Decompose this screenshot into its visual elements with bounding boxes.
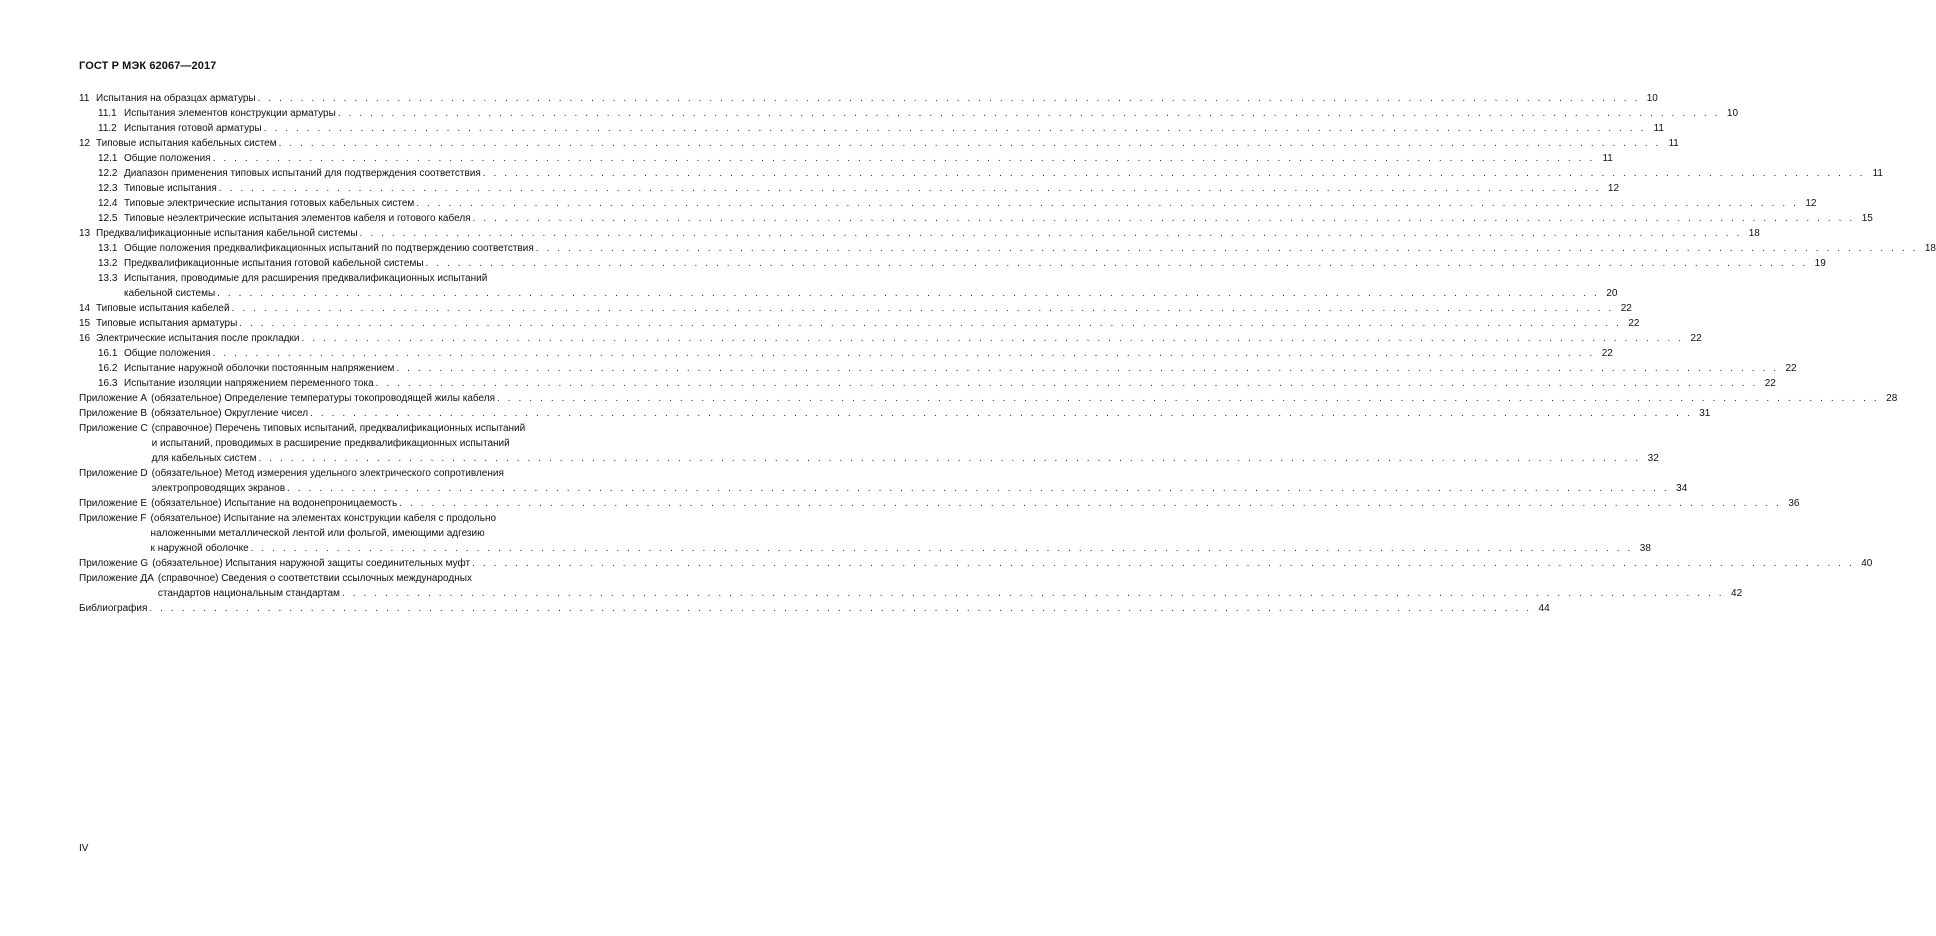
toc-entry xyxy=(79,211,1873,226)
toc-entry xyxy=(79,316,1640,331)
leader-dots xyxy=(264,121,1646,136)
toc-entry-number: 16 xyxy=(79,333,91,344)
appendix-title: электропроводящих экранов xyxy=(151,483,286,494)
toc-entry-title: Типовые испытания арматуры xyxy=(96,318,238,329)
leader-dots xyxy=(279,136,1661,151)
appendix-entry xyxy=(79,466,1688,496)
toc-entry-number: 11 xyxy=(79,93,90,104)
leader-dots xyxy=(251,541,1633,556)
toc-entry-title: Общие положения xyxy=(124,153,211,164)
toc-entry xyxy=(79,241,1936,256)
toc-entry-title: Электрические испытания после прокладки xyxy=(96,333,300,344)
toc-entry-number: 12.4 xyxy=(98,198,118,209)
appendix-body xyxy=(151,391,1897,406)
toc-entry-page: 22 xyxy=(1764,378,1776,389)
appendix-title: (обязательное) Испытание на элементах конструкции кабеля с продольно xyxy=(150,513,497,524)
toc-entry-number: 15 xyxy=(79,318,91,329)
leader-dots xyxy=(149,601,1531,616)
bibliography-entry xyxy=(79,601,1550,616)
toc-entry-page: 22 xyxy=(1628,318,1640,329)
toc-entry xyxy=(79,136,1679,151)
appendix-page: 42 xyxy=(1731,588,1743,599)
page-number: IV xyxy=(79,843,89,854)
toc-entry-title: Предквалификационные испытания готовой кабельной системы xyxy=(124,258,424,269)
leader-dots xyxy=(259,451,1641,466)
leader-dots xyxy=(536,241,1918,256)
leader-dots xyxy=(239,316,1621,331)
toc-entry xyxy=(79,361,1797,376)
toc-entry-number: 11.2 xyxy=(98,123,117,134)
appendix-line xyxy=(152,556,1872,571)
appendix-entry xyxy=(79,571,1743,601)
leader-dots xyxy=(360,226,1742,241)
toc-entry-number: 14 xyxy=(79,303,91,314)
appendix-title: (справочное) Перечень типовых испытаний, предквалификационных испытаний xyxy=(151,423,526,434)
toc-entry-number: 12 xyxy=(79,138,91,149)
toc-entry-title: Типовые неэлектрические испытания элементов кабеля и готового кабеля xyxy=(124,213,471,224)
appendix-page: 32 xyxy=(1647,453,1659,464)
toc-entry-page: 22 xyxy=(1601,348,1613,359)
appendix-entry xyxy=(79,421,1659,466)
leader-dots xyxy=(232,301,1614,316)
toc-entry-number: 11.1 xyxy=(98,108,117,119)
toc-entry-number: 13.1 xyxy=(98,243,118,254)
leader-dots xyxy=(342,586,1724,601)
appendix-line xyxy=(152,466,1688,481)
toc-entry-page: 22 xyxy=(1785,363,1797,374)
appendix-title: к наружной оболочке xyxy=(150,543,249,554)
appendix-title: для кабельных систем xyxy=(151,453,257,464)
toc-entry-page: 11 xyxy=(1668,138,1679,149)
toc-entry-page: 15 xyxy=(1861,213,1873,224)
toc-entry xyxy=(79,151,1613,166)
appendix-label: Приложение F xyxy=(79,513,147,524)
toc-entry xyxy=(79,271,1618,301)
toc-entry xyxy=(79,91,1658,106)
toc-entry-title: Типовые испытания xyxy=(124,183,217,194)
toc-entry xyxy=(79,226,1760,241)
toc-entry-title: Общие положения предквалификационных испытаний по подтверждению соответствия xyxy=(124,243,534,254)
bibliography-title: Библиография xyxy=(79,603,148,614)
appendix-body xyxy=(152,556,1872,571)
leader-dots xyxy=(497,391,1879,406)
toc-entry-page: 18 xyxy=(1748,228,1760,239)
toc-entry-page: 11 xyxy=(1602,153,1613,164)
toc-entry-title: Типовые испытания кабелей xyxy=(96,303,230,314)
appendix-line xyxy=(151,526,1651,541)
toc-entry-page: 20 xyxy=(1606,288,1618,299)
leader-dots xyxy=(217,286,1599,301)
appendix-entry xyxy=(79,511,1651,556)
appendix-entry xyxy=(79,391,1898,406)
toc-entry-page: 11 xyxy=(1872,168,1883,179)
toc-entry-title-line2: кабельной системы xyxy=(124,288,216,299)
appendix-title: наложенными металлической лентой или фольгой, имеющими адгезию xyxy=(150,528,485,539)
document-header: ГОСТ Р МЭК 62067—2017 xyxy=(79,60,217,72)
toc-entry-page: 12 xyxy=(1805,198,1817,209)
toc-entry-title: Испытание изоляции напряжением переменного тока xyxy=(124,378,374,389)
appendix-line xyxy=(151,496,1799,511)
appendix-line xyxy=(158,571,1742,586)
appendix-body xyxy=(158,571,1742,601)
toc-entry xyxy=(79,346,1613,361)
toc-entry xyxy=(79,196,1817,211)
toc-entry xyxy=(79,301,1632,316)
appendix-title: (справочное) Сведения о соответствии ссылочных международных xyxy=(157,573,472,584)
leader-dots xyxy=(376,376,1758,391)
leader-dots xyxy=(416,196,1798,211)
leader-dots xyxy=(483,166,1865,181)
appendix-title: (обязательное) Испытание на водонепроницаемость xyxy=(151,498,398,509)
leader-dots xyxy=(472,556,1854,571)
toc-entry-number: 12.2 xyxy=(98,168,118,179)
toc-entry-number: 12.1 xyxy=(98,153,118,164)
appendix-page: 40 xyxy=(1861,558,1873,569)
appendix-label: Приложение А xyxy=(79,393,148,404)
leader-dots xyxy=(301,331,1683,346)
leader-dots xyxy=(287,481,1669,496)
appendix-label: Приложение Е xyxy=(79,498,148,509)
appendix-line xyxy=(152,421,1659,436)
appendix-line xyxy=(151,391,1897,406)
appendix-title: (обязательное) Определение температуры токопроводящей жилы кабеля xyxy=(151,393,496,404)
toc-entry-page: 22 xyxy=(1690,333,1702,344)
toc-entry-title: Диапазон применения типовых испытаний для подтверждения соответствия xyxy=(124,168,481,179)
appendix-body xyxy=(151,406,1710,421)
toc-entry xyxy=(79,106,1739,121)
appendix-label: Приложение В xyxy=(79,408,148,419)
appendix-title: и испытаний, проводимых в расширение предквалификационных испытаний xyxy=(151,438,510,449)
leader-dots xyxy=(258,91,1640,106)
toc-entry xyxy=(79,181,1620,196)
toc-entry-page: 10 xyxy=(1646,93,1658,104)
appendix-title: (обязательное) Округление чисел xyxy=(151,408,309,419)
appendix-label: Приложение D xyxy=(79,468,148,479)
bibliography-page: 44 xyxy=(1538,603,1550,614)
toc-entry-body xyxy=(124,271,1617,301)
toc-entry xyxy=(79,256,1826,271)
toc-entry-title: Испытания элементов конструкции арматуры xyxy=(124,108,336,119)
appendix-entry xyxy=(79,406,1711,421)
leader-dots xyxy=(473,211,1855,226)
appendix-page: 31 xyxy=(1699,408,1711,419)
appendix-title: стандартов национальным стандартам xyxy=(157,588,340,599)
toc-entry-number: 12.5 xyxy=(98,213,118,224)
toc-entry-title: Испытания готовой арматуры xyxy=(124,123,262,134)
appendix-entry xyxy=(79,496,1800,511)
toc-entry-page: 11 xyxy=(1653,123,1664,134)
toc-entry-title: Испытания на образцах арматуры xyxy=(96,93,256,104)
appendix-body xyxy=(152,421,1659,466)
toc-entry-title: Общие положения xyxy=(124,348,211,359)
leader-dots xyxy=(310,406,1692,421)
table-of-contents xyxy=(79,91,1936,616)
appendix-body xyxy=(151,496,1799,511)
toc-entry xyxy=(79,166,1883,181)
appendix-entry xyxy=(79,556,1873,571)
toc-entry-number: 13.3 xyxy=(98,273,118,284)
leader-dots xyxy=(213,151,1595,166)
appendix-label: Приложение ДА xyxy=(79,573,154,584)
toc-entry xyxy=(79,121,1664,136)
leader-dots xyxy=(338,106,1720,121)
leader-dots xyxy=(213,346,1595,361)
toc-entry-page: 22 xyxy=(1620,303,1632,314)
leader-dots xyxy=(399,496,1781,511)
toc-entry-number: 13 xyxy=(79,228,91,239)
toc-entry-title: Испытания, проводимые для расширения предквалификационных испытаний xyxy=(124,273,488,284)
toc-entry-title: Типовые испытания кабельных систем xyxy=(96,138,277,149)
leader-dots xyxy=(219,181,1601,196)
appendix-line xyxy=(152,451,1659,466)
appendix-title: (обязательное) Метод измерения удельного электрического сопротивления xyxy=(151,468,504,479)
appendix-line xyxy=(152,436,1659,451)
toc-entry-page: 12 xyxy=(1607,183,1620,194)
appendix-label: Приложение С xyxy=(79,423,148,434)
toc-entry-title-cont xyxy=(124,286,1617,301)
toc-entry-page: 10 xyxy=(1726,108,1739,119)
appendix-body xyxy=(152,466,1688,496)
toc-entry-number: 16.2 xyxy=(98,363,118,374)
appendix-page: 38 xyxy=(1639,543,1651,554)
toc-entry-title: Испытание наружной оболочки постоянным напряжением xyxy=(124,363,395,374)
toc-entry xyxy=(79,376,1776,391)
toc-entry-title: Предквалификационные испытания кабельной системы xyxy=(96,228,358,239)
appendix-line xyxy=(152,481,1688,496)
toc-entry-number: 13.2 xyxy=(98,258,118,269)
appendix-body xyxy=(151,511,1651,556)
toc-entry xyxy=(79,331,1702,346)
leader-dots xyxy=(426,256,1808,271)
appendix-line xyxy=(151,406,1710,421)
toc-entry-number: 12.3 xyxy=(98,183,118,194)
toc-entry-number: 16.1 xyxy=(98,348,118,359)
appendix-label: Приложение G xyxy=(79,558,149,569)
appendix-line xyxy=(158,586,1742,601)
appendix-title: (обязательное) Испытания наружной защиты соединительных муфт xyxy=(152,558,471,569)
leader-dots xyxy=(396,361,1778,376)
toc-entry-number: 16.3 xyxy=(98,378,118,389)
toc-entry-page: 18 xyxy=(1924,243,1936,254)
appendix-page: 34 xyxy=(1676,483,1688,494)
appendix-page: 36 xyxy=(1788,498,1800,509)
toc-entry-page: 19 xyxy=(1814,258,1826,269)
appendix-line xyxy=(151,511,1651,526)
appendix-page: 28 xyxy=(1886,393,1898,404)
toc-entry-title: Типовые электрические испытания готовых кабельных систем xyxy=(124,198,415,209)
appendix-line xyxy=(151,541,1651,556)
